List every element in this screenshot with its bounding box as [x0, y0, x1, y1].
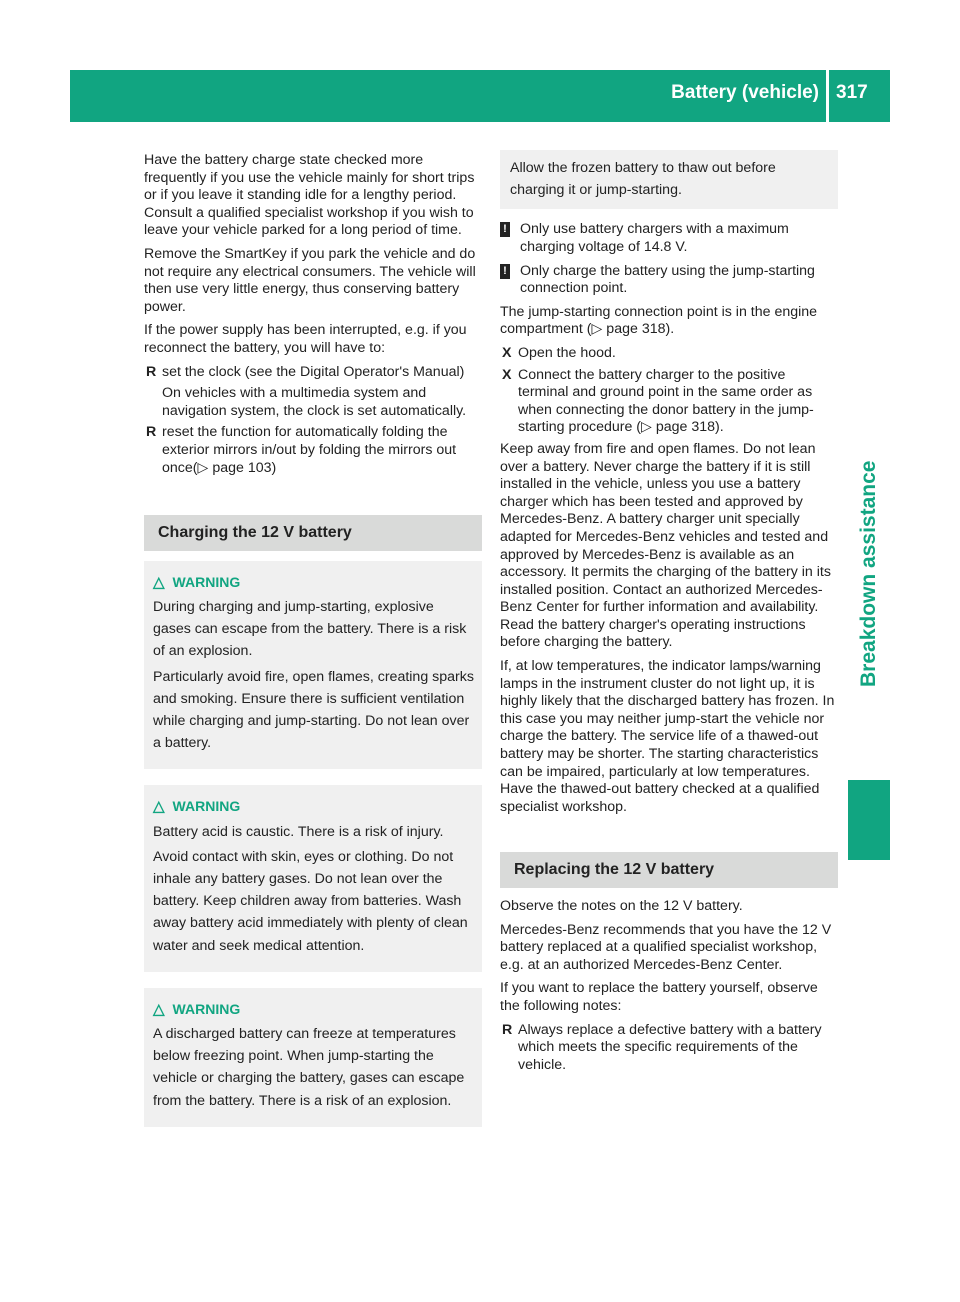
warning-triangle-icon: △ [153, 573, 165, 591]
intro-paragraph-3: If the power supply has been interrupted, e.g. if you reconnect the battery, you will have to: [144, 322, 467, 356]
exclamation-icon: ! [500, 222, 510, 237]
warning-triangle-icon: △ [153, 798, 165, 816]
warning-triangle-icon: △ [153, 1000, 165, 1018]
list-item [144, 364, 482, 382]
side-tab [848, 460, 890, 690]
bullet-r-icon: R [146, 424, 157, 441]
attention-item [500, 263, 838, 298]
step-arrow-icon: X [502, 366, 512, 383]
step-item [500, 345, 838, 363]
warning-box-3 [144, 988, 482, 1127]
observe-paragraph: Observe the notes on the 12 V battery. [500, 898, 743, 914]
step-text: Connect the battery charger to the positive terminal and ground point in the same order as when connecting the donor battery in the jump-starting procedure (▷ page 318). [518, 366, 814, 436]
warning-text: A discharged battery can freeze at temperatures below freezing point. When jump-starting the vehicle or charging the battery, gases can escape from the battery. There is a risk of an explosion. [153, 1025, 465, 1109]
step-item [500, 367, 838, 437]
attention-item [500, 221, 838, 256]
step-arrow-icon: X [502, 344, 512, 361]
list-item [144, 424, 482, 477]
attention-text: Only charge the battery using the jump-starting connection point. [520, 262, 815, 297]
yourself-paragraph: If you want to replace the battery yourself, observe the following notes: [500, 980, 818, 1014]
list-item-text: Always replace a defective battery with a battery which meets the specific requirements of the vehicle. [518, 1021, 822, 1073]
bullet-r-icon: R [502, 1021, 513, 1038]
connection-paragraph: The jump-starting connection point is in the engine compartment (▷ page 318). [500, 303, 818, 338]
warning-box-2 [144, 785, 482, 971]
keep-away-paragraph: Keep away from fire and open flames. Do not lean over a battery. Never charge the battery if it is still installed in the vehicle, unless you use a battery charger which has been tested and approved by Mercedes-Benz. A battery charger unit specially adapted for Mercedes-Benz vehicles and tested and approved by Mercedes-Benz is available as an accessory. It permits the charging of the battery in its installed position. Contact an authorized Mercedes-Benz Center for further information and availability. Read the battery charger's operating instructions before charging the battery. [500, 440, 831, 651]
side-tab-block [848, 780, 890, 860]
intro-paragraph-1: Have the battery charge state checked more frequently if you use the vehicle mainly for short trips or if you leave it standing idle for a lengthy period. Consult a qualified specialist workshop if you wish to leave your vehicle parked for a long period of time. [144, 152, 475, 239]
list-item [500, 1022, 838, 1075]
warning-title: △ WARNING [153, 571, 474, 594]
list-item-text: set the clock (see the Digital Operator's Manual) [162, 363, 465, 380]
right-column [500, 150, 838, 1078]
warning-title: △ WARNING [153, 795, 474, 818]
page-title: Battery (vehicle) [671, 82, 819, 103]
attention-text: Only use battery chargers with a maximum charging voltage of 14.8 V. [520, 221, 789, 255]
step-text: Open the hood. [518, 344, 616, 361]
warning-text: During charging and jump-starting, explosive gases can escape from the battery. There is a risk of an explosion. [153, 598, 467, 660]
list-item-text: reset the function for automatically folding the exterior mirrors in/out by folding the mirrors out once(▷ page 103) [162, 424, 457, 476]
warning-box-1 [144, 561, 482, 770]
page-number: 317 [836, 82, 868, 103]
section-heading-charging: Charging the 12 V battery [144, 515, 482, 551]
bullet-r-icon: R [146, 363, 157, 380]
note-box: Allow the frozen battery to thaw out before charging it or jump-starting. [500, 150, 838, 209]
left-column [144, 152, 482, 1143]
list-item-subtext: On vehicles with a multimedia system and navigation system, the clock is set automatically. [162, 385, 467, 419]
header-separator [826, 70, 829, 122]
low-temperature-paragraph: If, at low temperatures, the indicator lamps/warning lamps in the instrument cluster do not light up, it is highly likely that the discharged battery has frozen. In this case you may neither jump-start the vehicle nor charge the battery. The service life of a thawed-out battery may be shorter. The starting characteristics can be impaired, particularly at low temperatures. Have the thawed-out battery checked at a qualified specialist workshop. [500, 658, 835, 815]
warning-text: Avoid contact with skin, eyes or clothing. Do not inhale any battery gases. Do not lean over the battery. Keep children away from batteries. Wash away battery acid immediately with plenty of clean water and seek medical attention. [153, 848, 468, 954]
warning-text: Particularly avoid fire, open flames, creating sparks and smoking. Ensure there is sufficient ventilation while charging and jump-starting. Do not lean over a battery. [153, 668, 474, 752]
recommend-paragraph: Mercedes-Benz recommends that you have the 12 V battery replaced at a qualified specialist workshop, e.g. at an authorized Mercedes-Benz Center. [500, 921, 832, 973]
warning-title: △ WARNING [153, 998, 474, 1021]
side-tab-label: Breakdown assistance [857, 460, 880, 687]
section-heading-replacing: Replacing the 12 V battery [500, 852, 838, 888]
intro-paragraph-2: Remove the SmartKey if you park the vehicle and do not require any electrical consumers. The vehicle will then use very little energy, thus conserving battery power. [144, 245, 476, 315]
exclamation-icon: ! [500, 264, 510, 279]
warning-text: Battery acid is caustic. There is a risk of injury. [153, 823, 444, 840]
